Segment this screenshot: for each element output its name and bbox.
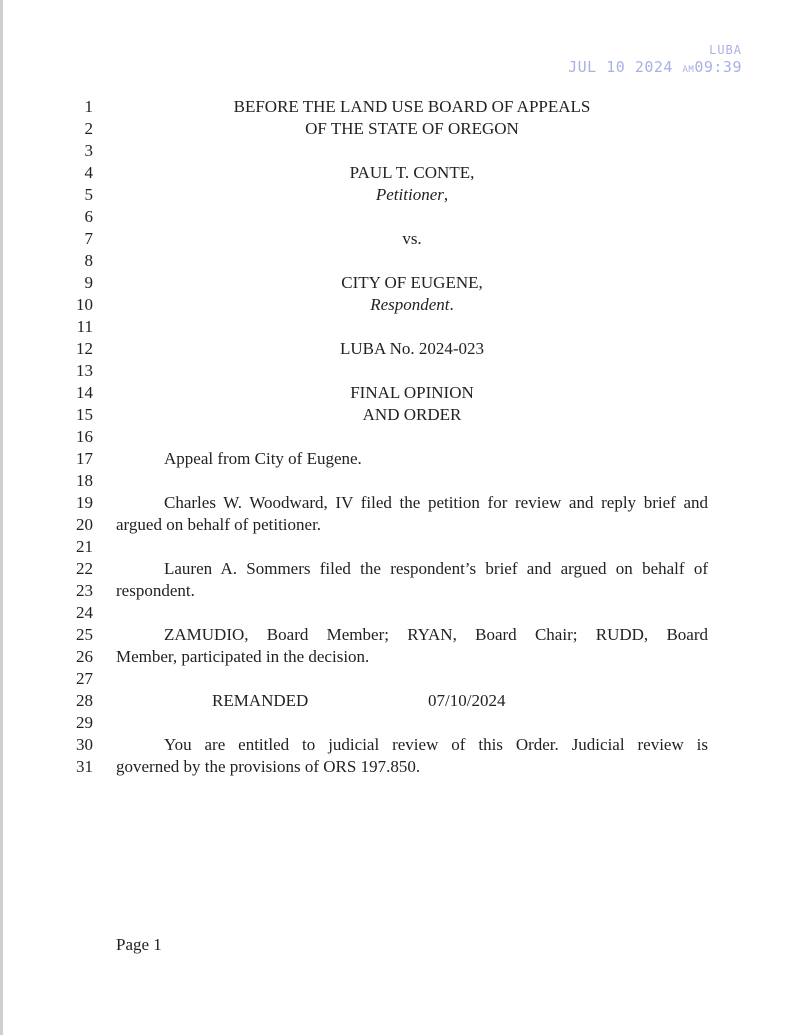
title-line-1: FINAL OPINION	[350, 383, 474, 402]
title-line-2: AND ORDER	[362, 405, 462, 424]
para-respondent-line-1: Lauren A. Sommers filed the respondent’s brief and argued on behalf of	[164, 559, 708, 578]
line-number: 3	[84, 141, 93, 160]
petitioner-role-punct: ,	[443, 185, 449, 204]
para-review-line-1: You are entitled to judicial review of this Order. Judicial review is	[164, 735, 708, 754]
respondent-name: CITY OF EUGENE,	[341, 273, 483, 292]
line-number: 14	[76, 383, 93, 402]
line-number: 1	[84, 97, 93, 116]
page-number: Page 1	[116, 935, 162, 954]
line-number: 6	[84, 207, 93, 226]
para-petitioner-line-1: Charles W. Woodward, IV filed the petition for review and reply brief and	[164, 493, 708, 512]
para-board-line-1: ZAMUDIO, Board Member; RYAN, Board Chair; RUDD, Board	[164, 625, 708, 644]
line-number: 8	[84, 251, 93, 270]
petitioner-name: PAUL T. CONTE,	[349, 163, 475, 182]
line-number: 26	[76, 647, 93, 666]
heading-line-2: OF THE STATE OF OREGON	[305, 119, 519, 138]
line-number: 24	[76, 603, 93, 622]
disposition-date: 07/10/2024	[428, 691, 506, 710]
stamp-time: 09:39	[694, 58, 742, 76]
line-number: 23	[76, 581, 93, 600]
line-number: 22	[76, 559, 93, 578]
line-number: 15	[76, 405, 93, 424]
respondent-role-line	[116, 294, 708, 315]
line-number: 16	[76, 427, 93, 446]
respondent-role-punct: .	[449, 295, 454, 314]
line-number: 7	[84, 229, 93, 248]
para-respondent-line-2: respondent.	[116, 581, 195, 600]
petitioner-role-line	[116, 184, 708, 205]
stamp-datetime	[568, 59, 742, 79]
received-stamp	[568, 42, 742, 79]
stamp-org: LUBA	[709, 43, 742, 57]
line-number: 19	[76, 493, 93, 512]
appeal-from: Appeal from City of Eugene.	[164, 449, 362, 468]
versus: vs.	[402, 229, 422, 248]
line-number: 29	[76, 713, 93, 732]
line-number: 27	[76, 669, 93, 688]
line-number: 12	[76, 339, 93, 358]
line-number: 20	[76, 515, 93, 534]
case-number: LUBA No. 2024-023	[339, 339, 485, 358]
line-number: 31	[76, 757, 93, 776]
line-number: 28	[76, 691, 93, 710]
disposition-label: REMANDED	[212, 691, 309, 710]
para-petitioner-line-2: argued on behalf of petitioner.	[116, 515, 322, 534]
para-board-line-2: Member, participated in the decision.	[116, 647, 370, 666]
line-number: 25	[76, 625, 93, 644]
line-number: 17	[76, 449, 93, 468]
petitioner-role: Petitioner	[375, 185, 444, 204]
line-number: 9	[84, 273, 93, 292]
line-number: 18	[76, 471, 93, 490]
line-number: 5	[84, 185, 93, 204]
heading-line-1: BEFORE THE LAND USE BOARD OF APPEALS	[233, 97, 591, 116]
line-number: 13	[76, 361, 93, 380]
stamp-ampm: AM	[682, 65, 695, 75]
stamp-date: JUL 10 2024	[568, 58, 673, 76]
respondent-role: Respondent	[370, 295, 450, 314]
line-number: 11	[76, 317, 93, 336]
line-number: 4	[84, 163, 93, 182]
line-number: 2	[84, 119, 93, 138]
line-number: 21	[76, 537, 93, 556]
line-number: 30	[76, 735, 93, 754]
para-review-line-2: governed by the provisions of ORS 197.850.	[116, 757, 421, 776]
line-number: 10	[76, 295, 93, 314]
